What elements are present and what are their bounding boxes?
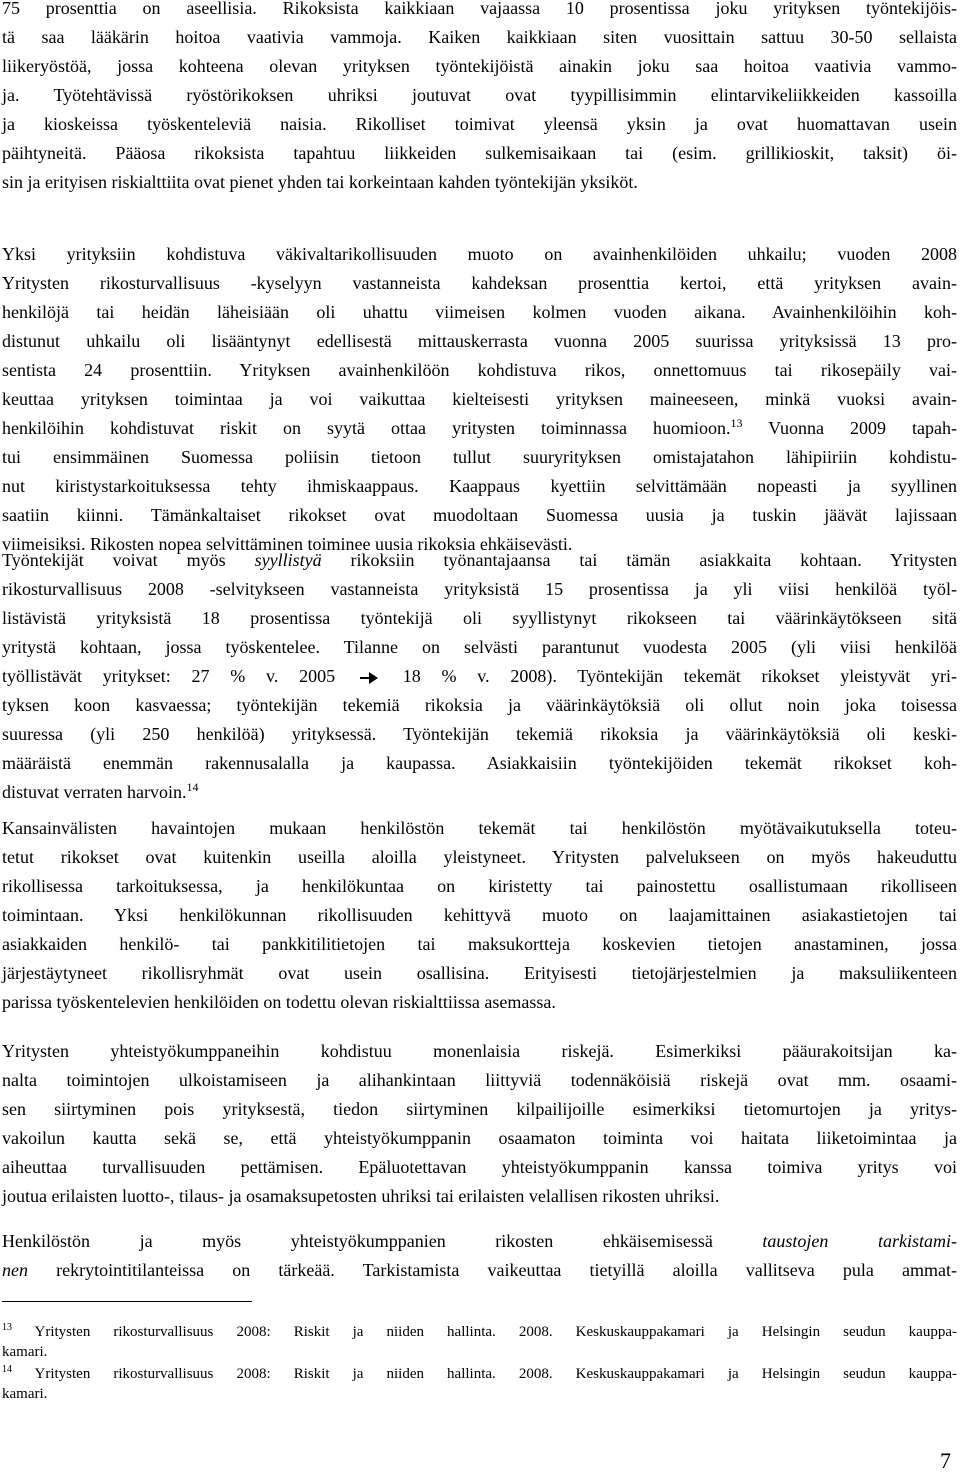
text-line: sentista 24 prosenttiin. Yrityksen avainhenkilöön kohdistuva rikos, onnettomuus tai rikosepäily vai- [2,360,957,380]
footnote-line: kamari. [2,1344,48,1360]
emphasis-text: syyllistyä [254,550,322,570]
text-line: listävistä yrityksistä 18 prosentissa työntekijä oli syyllistynyt rikokseen tai väärinkäytökseen sitä [2,608,957,628]
emphasis-text: nen [2,1260,28,1280]
text-fragment: Työntekijät voivat myös [2,550,255,570]
text-line: vakoilun kautta sekä se, että yhteistyökumppanin osaamaton toiminta voi haitata liiketoimintaa ja [2,1128,957,1148]
text-line: sin ja erityisen riskialttiita ovat pienet yhden tai korkeintaan kahden työntekijän yksiköt. [2,172,638,192]
text-line: järjestäytyneet rikollisryhmät ovat usein osallisina. Erityisesti tietojärjestelmien ja maksuliikenteen [2,963,957,983]
text-fragment: Henkilöstön ja myös yhteistyökumppanien rikosten ehkäisemisessä [2,1231,763,1251]
footnote-line [2,1364,957,1384]
text-line [2,778,957,807]
footnote-number: 13 [2,1322,12,1333]
arrow-right-icon [360,672,378,684]
emphasis-text: taustojen tarkistami- [762,1231,957,1251]
text-line: tetut rikokset ovat kuitenkin useilla aloilla yleistyneet. Yritysten palvelukseen on myös hakeuduttu [2,847,957,867]
text-line: nalta toimintojen ulkoistamiseen ja alihankintaan liittyviä todennäköisiä riskejä ovat mm. osaami- [2,1070,957,1090]
text-line [2,546,957,575]
text-line: liikeryöstöä, jossa kohteena olevan yrityksen työntekijöistä ainakin joku saa hoitoa vaativia vammo- [2,56,957,76]
footnote-line [2,1322,957,1342]
text-line: ja. Työtehtävissä ryöstörikoksen uhriksi joutuvat ovat tyypillisimmin elintarvikeliikkeiden kassoilla [2,85,957,105]
text-line: 75 prosenttia on aseellisia. Rikoksista kaikkiaan vajaassa 10 prosentissa joku yrityksen työntekijöis- [2,0,957,18]
text-line [2,1256,957,1285]
text-line: määräistä enemmän rakennusalalla ja kaupassa. Asiakkaisiin työntekijöiden tekemät rikokset koh- [2,753,957,773]
text-line: päihtyneitä. Pääosa rikoksista tapahtuu liikkeiden sulkemisaikaan tai (esim. grillikioskit, taksit) öi- [2,143,957,163]
text-fragment: henkilöihin kohdistuvat riskit on syytä ottaa yritysten toiminnassa huomioon. [2,418,731,438]
paragraph-partners [2,1037,957,1211]
text-line: saatiin kiinni. Tämänkaltaiset rikokset ovat muodoltaan Suomessa uusia ja tuskin jäävät lajissaan [2,505,957,525]
text-line: nut kiristystarkoituksessa tehty ihmiskaappaus. Kaappaus kyettiin selvittämään nopeasti ja syyllinen [2,476,957,496]
text-line [2,1227,957,1256]
text-line: Yritysten rikosturvallisuus -kyselyyn vastanneista kahdeksan prosenttia kertoi, että yrityksen avain- [2,273,957,293]
text-line: toimintaan. Yksi henkilökunnan rikollisuuden kehittyvä muoto on laajamittainen asiakastietojen tai [2,905,957,925]
text-fragment: Vuonna 2009 tapah- [742,418,958,438]
text-line: viimeisiksi. Rikosten nopea selvittäminen toiminee uusia rikoksia ehkäisevästi. [2,534,573,554]
text-fragment: distuvat verraten harvoin. [2,782,187,802]
footnote-text: Yritysten rikosturvallisuus 2008: Riskit ja niiden hallinta. 2008. Keskuskauppakamari ja Helsingin seudun kauppa- [12,1324,957,1340]
text-line: distunut uhkailu oli lisääntynyt edellisestä mittauskerrasta vuonna 2005 suurissa yrityksissä 13 pro- [2,331,957,351]
text-line: parissa työskentelevien henkilöiden on todettu olevan riskialttiissa asemassa. [2,992,556,1012]
paragraph-robbery-victims [2,0,957,197]
footnote-ref-14: 14 [186,780,199,794]
text-line: rikosturvallisuus 2008 -selvitykseen vastanneista yrityksistä 15 prosentissa ja yli viisi henkilöä työl- [2,579,957,599]
text-fragment: 18 % v. 2008). Työntekijän tekemät rikokset yleistyvät yri- [402,666,958,686]
text-line: Yksi yrityksiin kohdistuva väkivaltarikollisuuden muoto on avainhenkilöiden uhkailu; vuoden 2008 [2,244,957,264]
text-line: asiakkaiden henkilö- tai pankkitilitietojen tai maksukortteja koskevien tietojen anastaminen, jossa [2,934,957,954]
text-line: tui ensimmäinen Suomessa poliisin tietoon tullut suuryrityksen omistajatahon lähipiiriin kohdistu- [2,447,957,467]
paragraph-international [2,814,957,1017]
footnote-number: 14 [2,1364,12,1375]
text-fragment: työllistävät yritykset: 27 % v. 2005 [2,666,336,686]
paragraph-key-persons [2,240,957,559]
text-fragment: rekrytointitilanteissa on tärkeää. Tarkistamista vaikeuttaa tietyillä aloilla vallitseva pula ammat- [28,1260,957,1280]
text-line [2,414,957,443]
text-line [2,662,957,691]
text-line: henkilöjä tai heidän läheisiään oli uhattu viimeisen kolmen vuoden aikana. Avainhenkilöihin koh- [2,302,957,322]
text-fragment: rikoksiin työnantajaansa tai tämän asiakkaita kohtaan. Yritysten [321,550,958,570]
footnote-divider [2,1301,252,1302]
text-line: Yritysten yhteistyökumppaneihin kohdistuu monenlaisia riskejä. Esimerkiksi pääurakoitsijan ka- [2,1041,957,1061]
page-number: 7 [940,1448,951,1473]
text-line: suuressa (yli 250 henkilöä) yrityksessä. Työntekijän tekemiä rikoksia ja väärinkäytöksiä oli keski- [2,724,957,744]
text-line: tä saa lääkärin hoitoa vaativia vammoja. Kaiken kaikkiaan siten vuosittain sattuu 30-50 sellaista [2,27,957,47]
paragraph-background-checks [2,1227,957,1285]
paragraph-employee-crimes [2,546,957,807]
text-line: aiheuttaa turvallisuuden pettämisen. Epäluotettavan yhteistyökumppanin kanssa toimiva yritys voi [2,1157,957,1177]
text-line: tyksen koon kasvaessa; työntekijän tekemiä rikoksia ja väärinkäytöksiä oli ollut noin joka toisessa [2,695,957,715]
footnote-14 [2,1364,957,1404]
text-line: rikollisessa tarkoituksessa, ja henkilökuntaa on kiristetty tai painostettu osallistumaan rikolliseen [2,876,957,896]
footnote-13 [2,1322,957,1362]
text-line: joutua erilaisten luotto-, tilaus- ja osamaksupetosten uhriksi tai erilaisten velallisen rikosten uhriksi. [2,1186,720,1206]
text-line: sen siirtyminen pois yrityksestä, tiedon siirtyminen kilpailijoille esimerkiksi tietomurtojen ja yritys- [2,1099,957,1119]
footnote-line: kamari. [2,1386,48,1402]
text-line: yritystä kohtaan, jossa työskentelee. Tilanne on selvästi parantunut vuodesta 2005 (yli viisi henkilöä [2,637,957,657]
text-line: ja kioskeissa työskenteleviä naisia. Rikolliset toimivat yleensä yksin ja ovat huomattavan usein [2,114,957,134]
footnote-text: Yritysten rikosturvallisuus 2008: Riskit ja niiden hallinta. 2008. Keskuskauppakamari ja Helsingin seudun kauppa- [12,1366,957,1382]
footnote-ref-13: 13 [730,416,743,430]
text-line: keuttaa yrityksen toimintaa ja voi vaikuttaa kielteisesti yrityksen maineeseen, minkä vuoksi avain- [2,389,957,409]
text-line: Kansainvälisten havaintojen mukaan henkilöstön tekemät tai henkilöstön myötävaikutuksella toteu- [2,818,957,838]
